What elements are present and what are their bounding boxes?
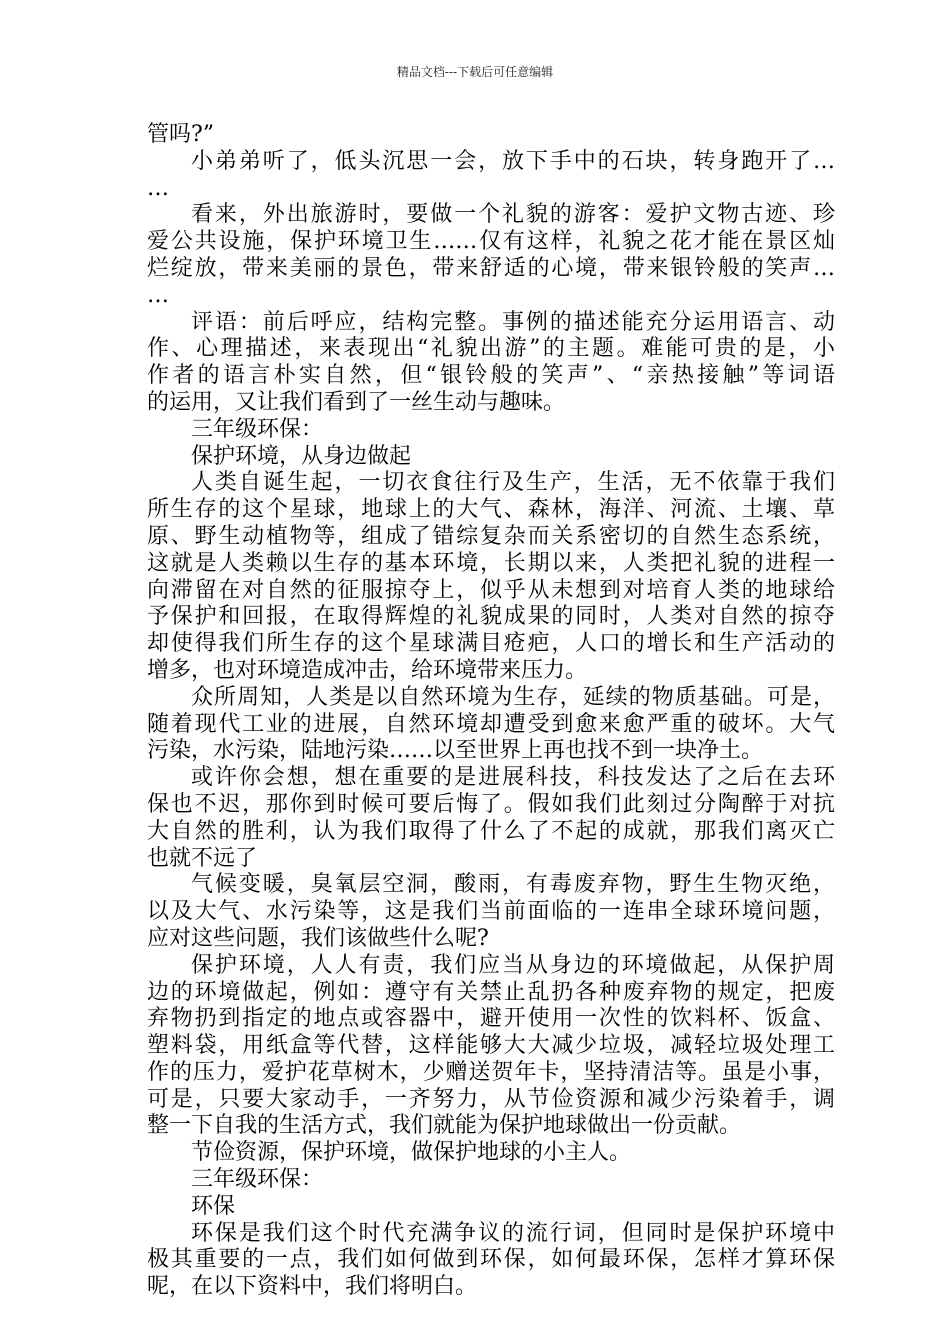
text-line: 人类自诞生起，一切衣食往行及生产，生活，无不依靠于我们 <box>191 470 835 496</box>
text-line: 却使得我们所生存的这个星球满目疮疤，人口的增长和生产活动的 <box>147 631 835 657</box>
text-line: 作的压力，爱护花草树木，少赠送贺年卡，坚持清洁等。虽是小事， <box>147 1059 835 1085</box>
text-line: 应对这些问题，我们该做些什么呢? <box>147 925 489 951</box>
text-line: 整一下自我的生活方式，我们就能为保护地球做出一份贡献。 <box>147 1113 742 1139</box>
text-line: 极其重要的一点，我们如何做到环保，如何最环保，怎样才算环保 <box>147 1247 835 1273</box>
text-line: 众所周知，人类是以自然环境为生存，延续的物质基础。可是， <box>191 684 835 710</box>
section-label: 三年级环保： <box>191 1167 324 1193</box>
text-line: 烂绽放，带来美丽的景色，带来舒适的心境，带来银铃般的笑声… <box>147 255 835 281</box>
document-body <box>147 122 835 1301</box>
text-line: 作、心理描述，来表现出“礼貌出游”的主题。难能可贵的是，小 <box>147 336 835 362</box>
text-line: 小弟弟听了，低头沉思一会，放下手中的石块，转身跑开了… <box>191 148 835 174</box>
text-line: 评语：前后呼应，结构完整。事例的描述能充分运用语言、动 <box>191 309 835 335</box>
text-line: 塑料袋，用纸盒等代替，这样能够大大减少垃圾，减轻垃圾处理工 <box>147 1033 835 1059</box>
page-header: 精品文档---下载后可任意编辑 <box>396 65 554 79</box>
text-line: 气候变暖，臭氧层空洞，酸雨，有毒废弃物，野生生物灭绝， <box>191 872 835 898</box>
text-line: 保护环境，人人有责，我们应当从身边的环境做起，从保护周 <box>191 952 835 978</box>
text-line: … <box>147 175 169 201</box>
text-line: 爱公共设施，保护环境卫生……仅有这样，礼貌之花才能在景区灿 <box>147 229 835 255</box>
text-line: 所生存的这个星球，地球上的大气、森林，海洋、河流、土壤、草 <box>147 497 835 523</box>
text-line: 予保护和回报，在取得辉煌的礼貌成果的同时，人类对自然的掠夺 <box>147 604 835 630</box>
text-line: 作者的语言朴实自然，但“银铃般的笑声”、“亲热接触”等词语 <box>147 363 835 389</box>
text-line: 边的环境做起，例如：遵守有关禁止乱扔各种废弃物的规定，把废 <box>147 979 835 1005</box>
text-line: 弃物扔到指定的地点或容器中，避开使用一次性的饮料杯、饭盒、 <box>147 1006 835 1032</box>
text-line: 环保是我们这个时代充满争议的流行词，但同时是保护环境中 <box>191 1220 835 1246</box>
text-line: 随着现代工业的进展，自然环境却遭受到愈来愈严重的破坏。大气 <box>147 711 835 737</box>
text-line: 向滞留在对自然的征服掠夺上，似乎从未想到对培育人类的地球给 <box>147 577 835 603</box>
text-line: 看来，外出旅游时，要做一个礼貌的游客：爱护文物古迹、珍 <box>191 202 835 228</box>
text-line: 呢，在以下资料中，我们将明白。 <box>147 1274 478 1300</box>
text-line: 增多，也对环境造成冲击，给环境带来压力。 <box>147 657 588 683</box>
essay-title: 环保 <box>191 1193 236 1219</box>
text-line: 节俭资源，保护环境，做保护地球的小主人。 <box>191 1140 632 1166</box>
text-line: 污染，水污染，陆地污染……以至世界上再也找不到一块净土。 <box>147 738 764 764</box>
text-line: 的运用，又让我们看到了一丝生动与趣味。 <box>147 389 566 415</box>
text-line: 原、野生动植物等，组成了错综复杂而关系密切的自然生态系统， <box>147 523 835 549</box>
text-line: 管吗?” <box>147 122 215 147</box>
text-line: … <box>147 282 169 308</box>
text-line: 大自然的胜利，认为我们取得了什么了不起的成就，那我们离灭亡 <box>147 818 835 844</box>
text-line: 保也不迟，那你到时候可要后悔了。假如我们此刻过分陶醉于对抗 <box>147 791 835 817</box>
text-line: 也就不远了 <box>147 845 258 871</box>
text-line: 可是，只要大家动手，一齐努力，从节俭资源和减少污染着手，调 <box>147 1086 835 1112</box>
text-line: 这就是人类赖以生存的基本环境，长期以来，人类把礼貌的进程一 <box>147 550 835 576</box>
text-line: 以及大气、水污染等，这是我们当前面临的一连串全球环境问题， <box>147 899 835 925</box>
section-label: 三年级环保： <box>191 416 324 442</box>
text-line: 或许你会想，想在重要的是进展科技，科技发达了之后在去环 <box>191 765 835 791</box>
essay-title: 保护环境，从身边做起 <box>191 443 412 469</box>
